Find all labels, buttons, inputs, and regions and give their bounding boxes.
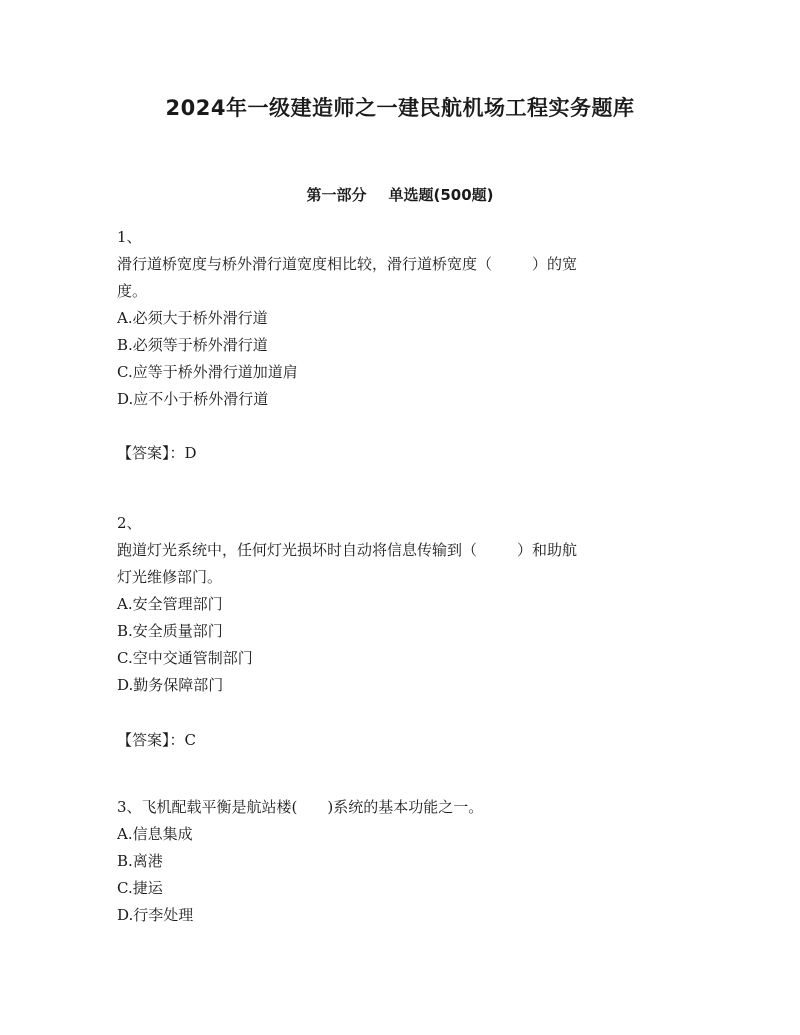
answer-2 (117, 727, 677, 754)
option-a: A.安全管理部门 (117, 595, 223, 613)
option-b: B.安全质量部门 (117, 622, 223, 640)
question-stem-line: 灯光维修部门。 (117, 568, 223, 586)
answer-value: C (184, 731, 196, 749)
option-a: A.必须大于桥外滑行道 (117, 309, 268, 327)
question-number: 3、 (117, 798, 142, 816)
question-stem-line: 度。 (117, 282, 148, 300)
option-d: D.行李处理 (117, 906, 194, 924)
option-c: C.空中交通管制部门 (117, 649, 253, 667)
section-heading (0, 182, 800, 208)
question-stem-line: 跑道灯光系统中，任何灯光损坏时自动将信息传输到（ ）和助航 (117, 541, 578, 559)
question-stem-line: 滑行道桥宽度与桥外滑行道宽度相比较，滑行道桥宽度（ ）的宽 (117, 255, 578, 273)
option-b: B.必须等于桥外滑行道 (117, 336, 268, 354)
answer-label: 【答案】： (117, 444, 185, 462)
option-a: A.信息集成 (117, 825, 193, 843)
option-d: D.勤务保障部门 (117, 676, 224, 694)
question-1 (117, 224, 677, 413)
question-stem-line: 3、飞机配载平衡是航站楼( )系统的基本功能之一。 (117, 798, 484, 816)
option-b: B.离港 (117, 852, 163, 870)
answer-1 (117, 440, 677, 467)
option-c: C.捷运 (117, 879, 163, 897)
option-c: C.应等于桥外滑行道加道肩 (117, 363, 298, 381)
question-number: 1、 (117, 228, 142, 246)
document-title: 2024年一级建造师之一建民航机场工程实务题库 (165, 96, 635, 120)
answer-label: 【答案】： (117, 731, 185, 749)
question-2 (117, 510, 677, 699)
option-d: D.应不小于桥外滑行道 (117, 390, 269, 408)
section-part: 第一部分 (306, 186, 367, 204)
question-number: 2、 (117, 514, 142, 532)
question-3 (117, 794, 677, 929)
answer-value: D (184, 444, 197, 462)
section-name: 单选题(500题) (388, 186, 494, 204)
